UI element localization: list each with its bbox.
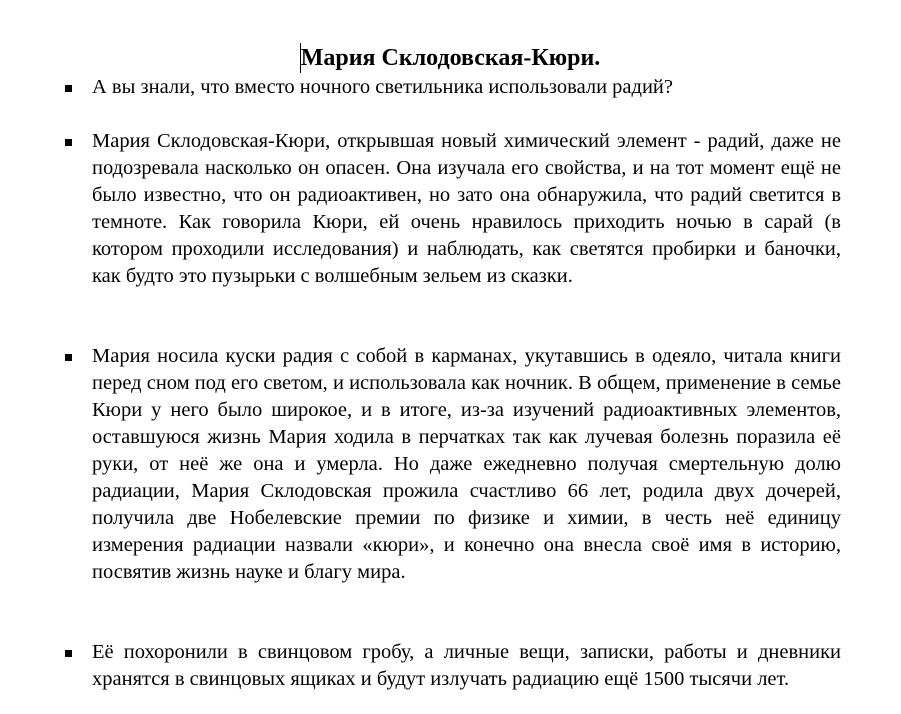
- bullet-square-icon: [65, 354, 72, 361]
- bullet-square-icon: [65, 139, 72, 146]
- list-item: [92, 74, 841, 101]
- text-cursor: [300, 43, 301, 73]
- list-item: [92, 639, 841, 693]
- paragraph-text: Её похоронили в свинцовом гробу, а личные вещи, записки, работы и дневники хранятся в свинцовых ящиках и будут излучать радиацию ещё 1500 тысячи лет.: [92, 641, 841, 690]
- title-text: Мария Склодовская-Кюри.: [300, 45, 601, 71]
- paragraph-text: Мария Склодовская-Кюри, открывшая новый химический элемент - радий, даже не подозревала насколько он опасен. Она изучала его свойства, и на тот момент ещё не было известно, что он радиоактивен, но зато она обнаружила, что радий светится в темноте. Как говорила Кюри, ей очень нравилось приходить ночью в сарай (в котором проходили исследования) и наблюдать, как светятся пробирки и баночки, как будто это пузырьки с волшебным зельем из сказки.: [92, 130, 841, 287]
- title-text-wrapper: [301, 40, 601, 76]
- bullet-square-icon: [65, 85, 72, 92]
- document-title: [0, 40, 901, 76]
- paragraph-text: Мария носила куски радия с собой в карманах, укутавшись в одеяло, читала книги перед сном под его светом, и использовала как ночник. В общем, применение в семье Кюри у него было широкое, и в итоге, из-за изучений радиоактивных элементов, оставшуюся жизнь Мария ходила в перчатках так как лучевая болезнь поразила её руки, от неё же она и умерла. Но даже ежедневно получая смертельную долю радиации, Мария Склодовская прожила счастливо 66 лет, родила двух дочерей, получила две Нобелевские премии по физике и химии, в честь неё единицу измерения радиации назвали «кюри», и конечно она внесла своё имя в историю, посвятив жизнь науке и благу мира.: [92, 345, 841, 583]
- bullet-square-icon: [65, 650, 72, 657]
- paragraph-text: А вы знали, что вместо ночного светильника использовали радий?: [92, 76, 673, 98]
- list-item: [92, 343, 841, 586]
- list-item: [92, 128, 841, 290]
